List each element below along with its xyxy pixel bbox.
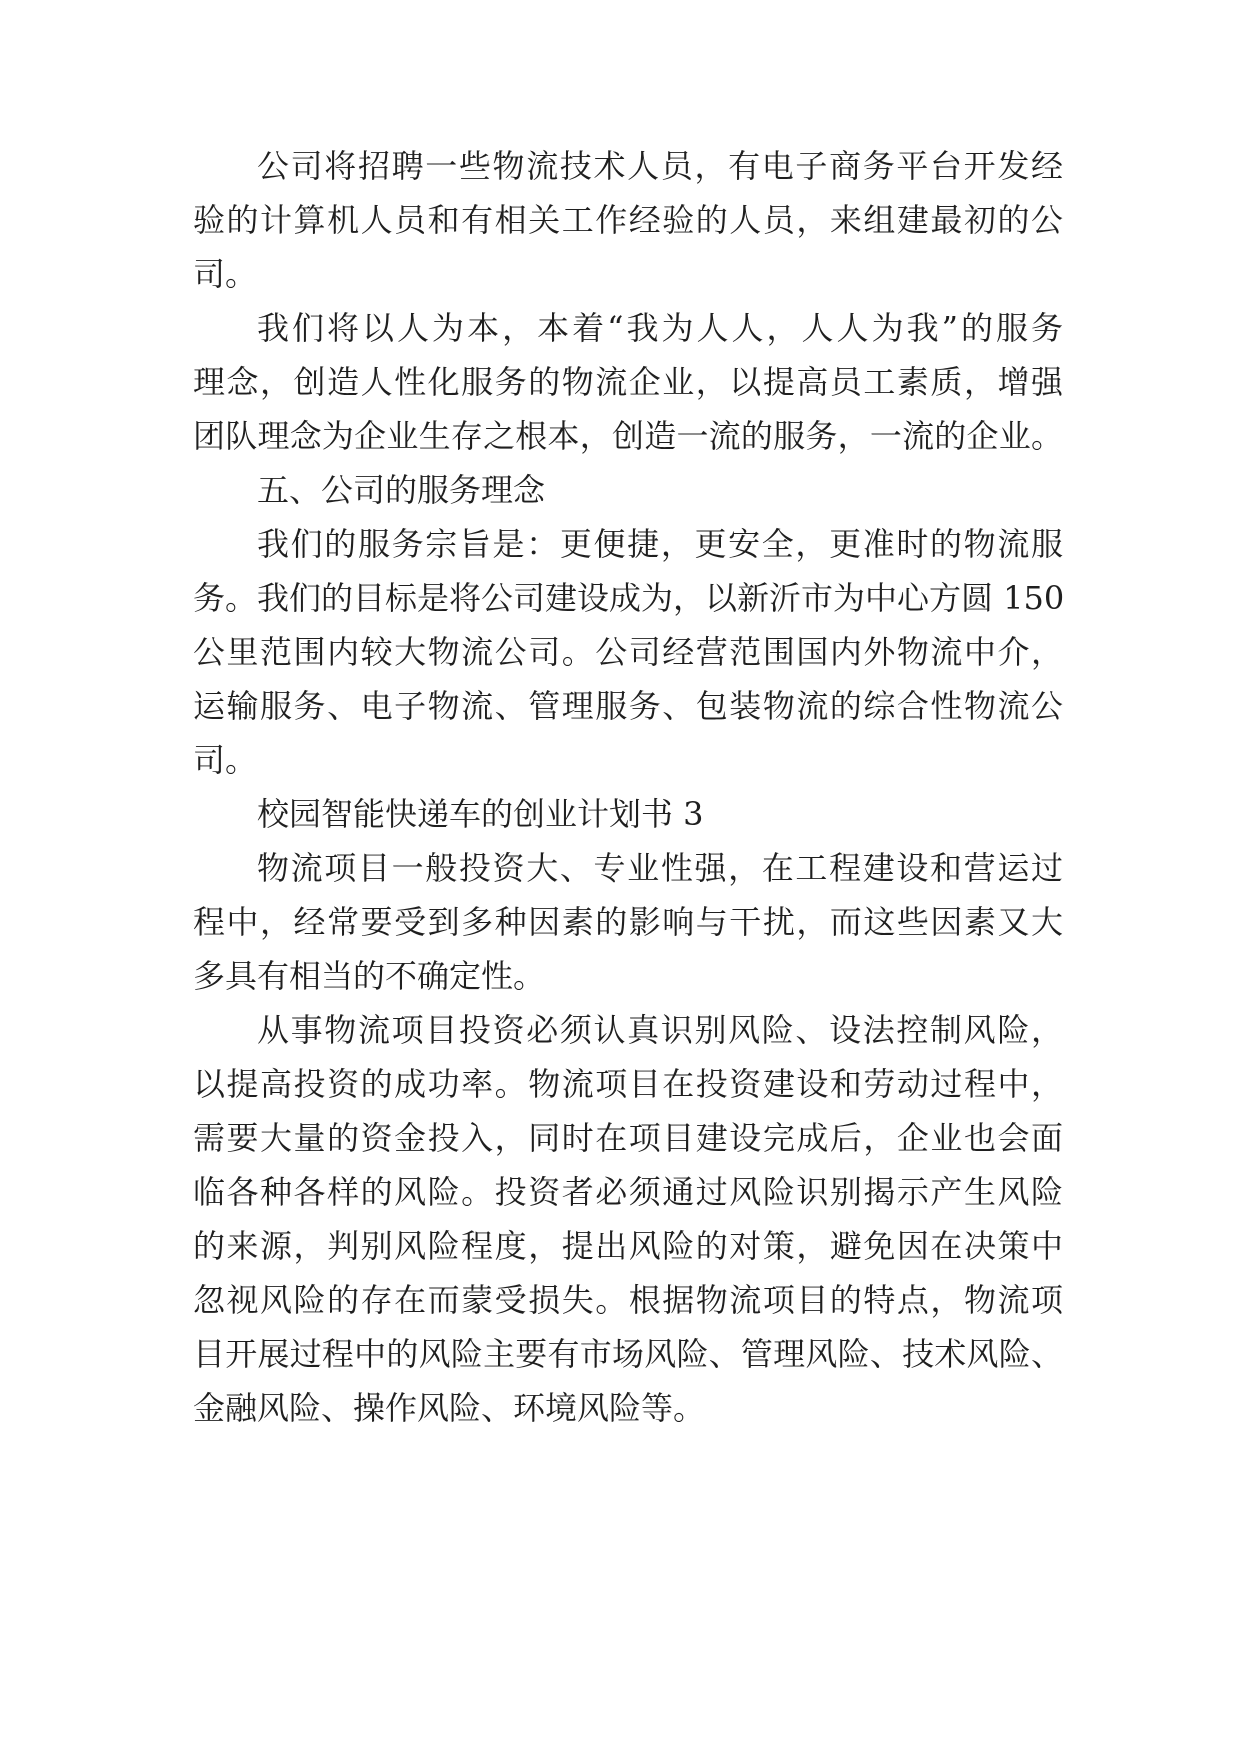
section-heading-service-philosophy: 五、公司的服务理念	[257, 471, 546, 509]
plan-title: 校园智能快递车的创业计划书 3	[257, 795, 704, 833]
paragraph-2-line-1: 我们将以人为本，本着“我为人人，人人为我”的服务	[257, 309, 1063, 347]
paragraph-3-line-1: 我们的服务宗旨是：更便捷，更安全，更准时的物流服	[257, 525, 1063, 563]
paragraph-4-line-2: 程中，经常要受到多种因素的影响与干扰，而这些因素又大	[193, 903, 1063, 941]
paragraph-2-line-2: 理念，创造人性化服务的物流企业，以提高员工素质，增强	[193, 363, 1063, 401]
paragraph-3-line-5: 司。	[193, 741, 258, 779]
paragraph-5-line-3: 需要大量的资金投入，同时在项目建设完成后，企业也会面	[193, 1119, 1063, 1157]
paragraph-5-line-4: 临各种各样的风险。投资者必须通过风险识别揭示产生风险	[193, 1173, 1063, 1211]
paragraph-5-line-6: 忽视风险的存在而蒙受损失。根据物流项目的特点，物流项	[193, 1281, 1063, 1319]
paragraph-1-line-3: 司。	[193, 255, 258, 293]
paragraph-3-line-2: 务。我们的目标是将公司建设成为，以新沂市为中心方圆 150	[193, 579, 1065, 617]
paragraph-4-line-1: 物流项目一般投资大、专业性强，在工程建设和营运过	[257, 849, 1063, 887]
paragraph-3-line-4: 运输服务、电子物流、管理服务、包装物流的综合性物流公	[193, 687, 1063, 725]
paragraph-5-line-7: 目开展过程中的风险主要有市场风险、管理风险、技术风险、	[193, 1335, 1063, 1373]
paragraph-4-line-3: 多具有相当的不确定性。	[193, 957, 546, 995]
paragraph-5-line-1: 从事物流项目投资必须认真识别风险、设法控制风险，	[257, 1011, 1063, 1049]
paragraph-2-line-3: 团队理念为企业生存之根本，创造一流的服务，一流的企业。	[193, 417, 1063, 455]
paragraph-1-line-2: 验的计算机人员和有相关工作经验的人员，来组建最初的公	[193, 201, 1063, 239]
paragraph-3-line-3: 公里范围内较大物流公司。公司经营范围国内外物流中介，	[193, 633, 1063, 671]
paragraph-5-line-2: 以提高投资的成功率。物流项目在投资建设和劳动过程中，	[193, 1065, 1063, 1103]
paragraph-5-line-8: 金融风险、操作风险、环境风险等。	[193, 1389, 706, 1427]
paragraph-5-line-5: 的来源，判别风险程度，提出风险的对策，避免因在决策中	[193, 1227, 1063, 1265]
paragraph-1-line-1: 公司将招聘一些物流技术人员，有电子商务平台开发经	[257, 147, 1063, 185]
